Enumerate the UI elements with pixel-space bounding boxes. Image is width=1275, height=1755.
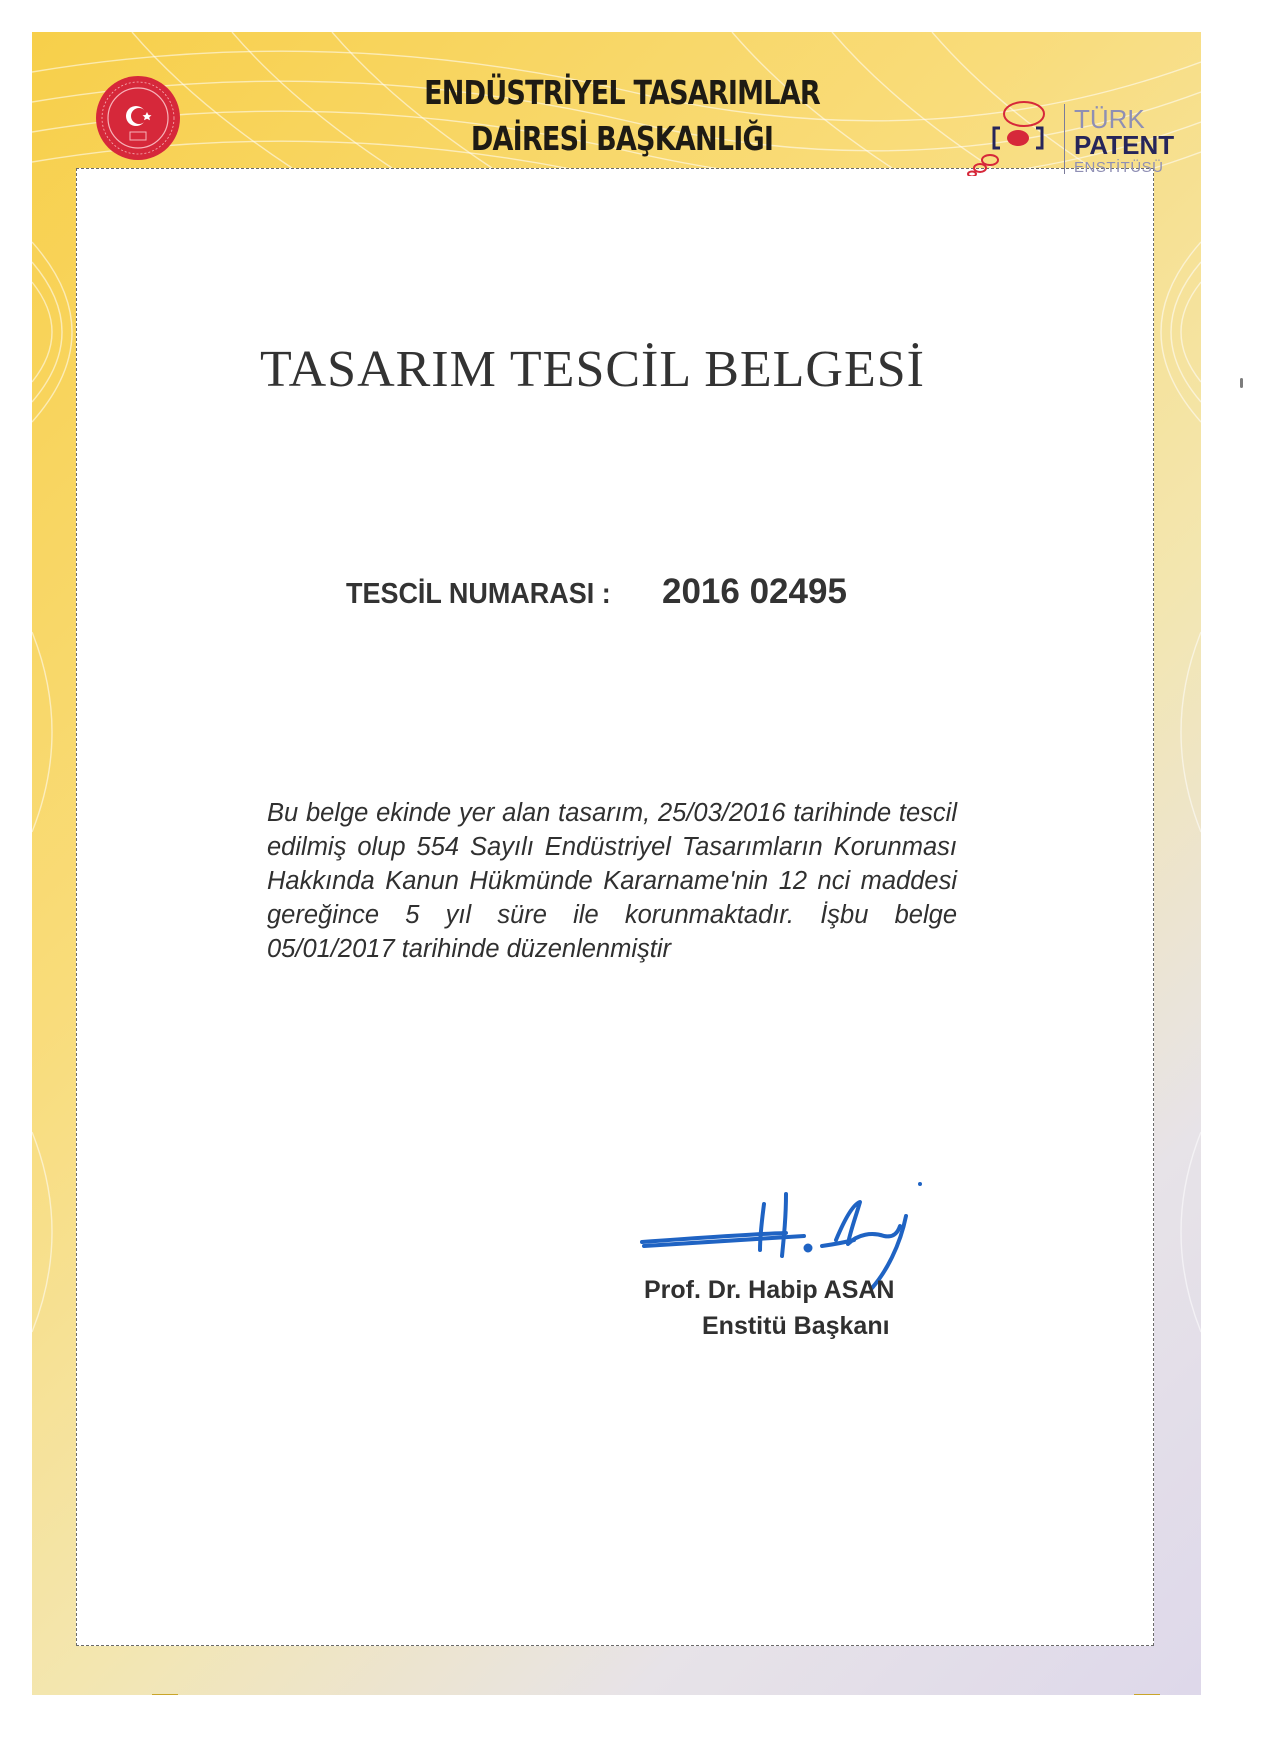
logo-text-patent: PATENT — [1074, 130, 1175, 160]
tpe-small-logo-icon — [1134, 1694, 1160, 1695]
logo-divider — [1064, 104, 1065, 174]
logo-text-turk: TÜRK — [1074, 104, 1145, 134]
tpe-small-logo-icon — [152, 1694, 178, 1695]
scan-speck — [1240, 378, 1243, 388]
registration-number: 2016 02495 — [662, 572, 847, 611]
department-title-line1: ENDÜSTRİYEL TASARIMLAR — [424, 73, 820, 112]
registration-label: TESCİL NUMARASI : — [346, 578, 611, 610]
document-title: TASARIM TESCİL BELGESİ — [260, 341, 925, 398]
footer-contact — [152, 1690, 1162, 1695]
tc-turk-patent-seal-icon — [94, 74, 182, 162]
turk-patent-logo — [954, 76, 1184, 176]
certificate-body-text: Bu belge ekinde yer alan tasarım, 25/03/2016 tarihinde tescil edilmiş olup 554 Sayılı Endüstriyel Tasarımların Korunması Hakkında Kanun Hükmünde Kararname'nin 12 nci maddesi gereğince 5 yıl süre ile korunmaktadır. İşbu belge 05/01/2017 tarihinde düzenlenmiştir — [267, 799, 957, 963]
signer-role: Enstitü Başkanı — [702, 1312, 890, 1340]
department-title — [409, 70, 835, 162]
registration-number-block — [346, 572, 847, 611]
department-title-line2: DAİRESİ BAŞKANLIĞI — [470, 119, 774, 158]
turk-patent-logo-icon — [954, 76, 1054, 176]
logo-text-enstitusu: ENSTİTÜSÜ — [1074, 159, 1164, 176]
signer-name: Prof. Dr. Habip ASAN — [644, 1276, 895, 1304]
